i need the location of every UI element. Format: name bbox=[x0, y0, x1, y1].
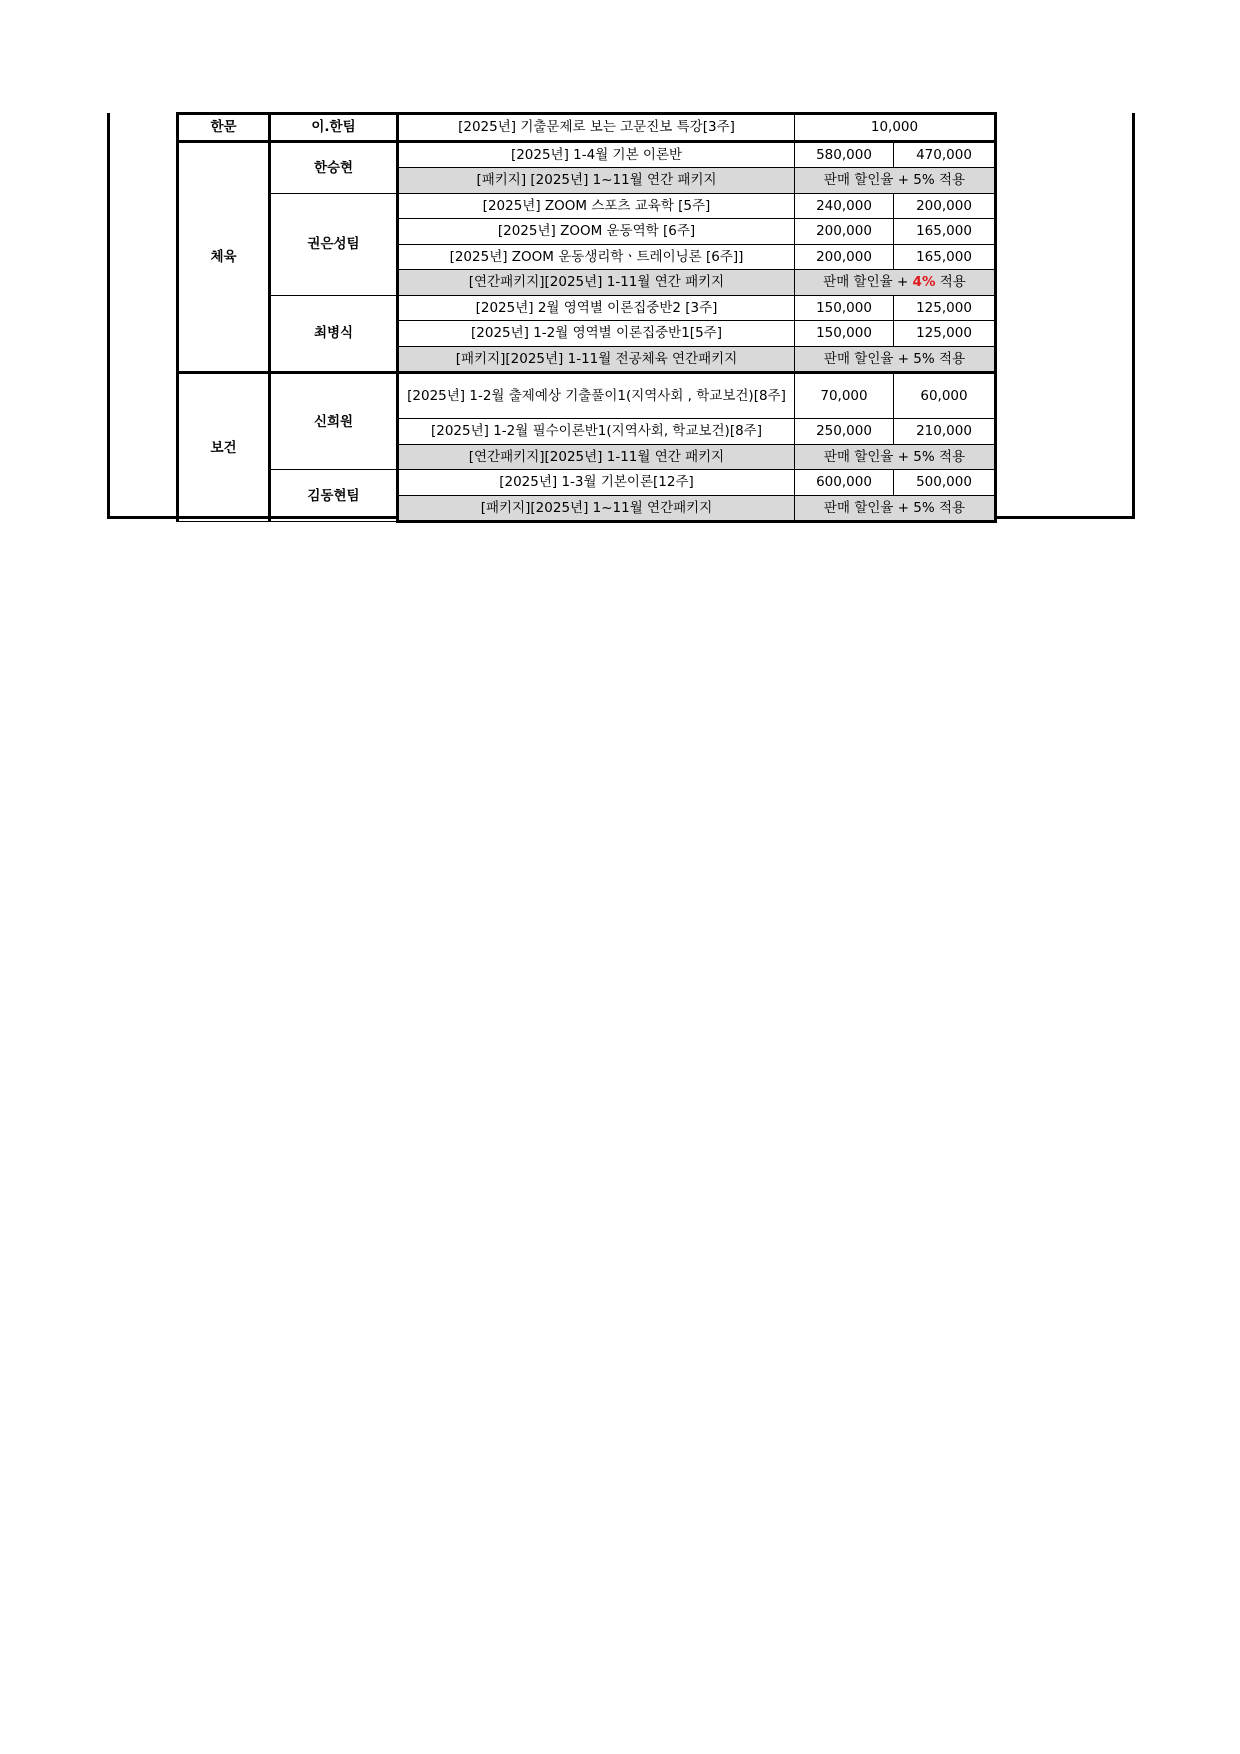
outer-border-left bbox=[107, 113, 110, 519]
course-price-table bbox=[176, 112, 997, 523]
table-row bbox=[178, 373, 996, 419]
sale-price-cell: 470,000 bbox=[894, 141, 996, 168]
discount-text: 적용 bbox=[935, 274, 966, 291]
price-cell: 200,000 bbox=[795, 244, 894, 270]
course-name-cell: [2025년] 2월 영역별 이론집중반2 [3주] bbox=[398, 295, 795, 321]
subject-cell: 체육 bbox=[178, 141, 270, 373]
sale-price-cell: 165,000 bbox=[894, 219, 996, 245]
subject-cell: 보건 bbox=[178, 373, 270, 522]
sale-price-cell: 210,000 bbox=[894, 419, 996, 445]
table-row bbox=[178, 295, 996, 321]
price-cell: 10,000 bbox=[795, 114, 996, 142]
price-cell: 600,000 bbox=[795, 470, 894, 496]
course-name-cell: [2025년] 기출문제로 보는 고문진보 특강[3주] bbox=[398, 114, 795, 142]
table-row bbox=[178, 114, 996, 142]
table-row bbox=[178, 470, 996, 496]
price-cell: 250,000 bbox=[795, 419, 894, 445]
package-discount-cell: 판매 할인율 + 5% 적용 bbox=[795, 495, 996, 522]
course-name-cell: [2025년] ZOOM 운동역학 [6주] bbox=[398, 219, 795, 245]
sale-price-cell: 500,000 bbox=[894, 470, 996, 496]
course-name-cell: [2025년] 1-2월 필수이론반1(지역사회, 학교보건)[8주] bbox=[398, 419, 795, 445]
package-name-cell: [패키지][2025년] 1-11월 전공체육 연간패키지 bbox=[398, 346, 795, 373]
package-discount-cell: 판매 할인율 + 5% 적용 bbox=[795, 444, 996, 470]
teacher-cell: 김동현팀 bbox=[270, 470, 398, 522]
course-name-cell: [2025년] 1-2월 출제예상 기출풀이1(지역사회 , 학교보건)[8주] bbox=[398, 373, 795, 419]
discount-text: 판매 할인율 + bbox=[823, 274, 913, 291]
teacher-cell: 한승현 bbox=[270, 141, 398, 193]
course-name-cell: [2025년] 1-3월 기본이론[12주] bbox=[398, 470, 795, 496]
price-cell: 150,000 bbox=[795, 321, 894, 347]
package-name-cell: [패키지][2025년] 1~11월 연간패키지 bbox=[398, 495, 795, 522]
package-discount-cell: 판매 할인율 + 5% 적용 bbox=[795, 346, 996, 373]
course-name-cell: [2025년] ZOOM 운동생리학ㆍ트레이닝론 [6주]] bbox=[398, 244, 795, 270]
sale-price-cell: 60,000 bbox=[894, 373, 996, 419]
course-name-cell: [2025년] 1-4월 기본 이론반 bbox=[398, 141, 795, 168]
course-name-cell: [2025년] 1-2월 영역별 이론집중반1[5주] bbox=[398, 321, 795, 347]
sale-price-cell: 200,000 bbox=[894, 193, 996, 219]
teacher-cell: 최병식 bbox=[270, 295, 398, 373]
teacher-cell: 이.한팀 bbox=[270, 114, 398, 142]
sale-price-cell: 125,000 bbox=[894, 295, 996, 321]
package-name-cell: [연간패키지][2025년] 1-11월 연간 패키지 bbox=[398, 444, 795, 470]
price-cell: 580,000 bbox=[795, 141, 894, 168]
subject-cell: 한문 bbox=[178, 114, 270, 142]
table-row bbox=[178, 141, 996, 168]
package-discount-cell: 판매 할인율 + 5% 적용 bbox=[795, 168, 996, 194]
teacher-cell: 권은성팀 bbox=[270, 193, 398, 295]
sale-price-cell: 125,000 bbox=[894, 321, 996, 347]
package-name-cell: [연간패키지][2025년] 1-11월 연간 패키지 bbox=[398, 270, 795, 296]
package-discount-cell bbox=[795, 270, 996, 296]
price-cell: 200,000 bbox=[795, 219, 894, 245]
package-name-cell: [패키지] [2025년] 1~11월 연간 패키지 bbox=[398, 168, 795, 194]
outer-border-right bbox=[1132, 113, 1135, 519]
course-name-cell: [2025년] ZOOM 스포츠 교육학 [5주] bbox=[398, 193, 795, 219]
price-cell: 70,000 bbox=[795, 373, 894, 419]
teacher-cell: 신희원 bbox=[270, 373, 398, 470]
table-row bbox=[178, 193, 996, 219]
price-cell: 150,000 bbox=[795, 295, 894, 321]
price-cell: 240,000 bbox=[795, 193, 894, 219]
discount-percent-highlight: 4% bbox=[912, 274, 936, 291]
sale-price-cell: 165,000 bbox=[894, 244, 996, 270]
